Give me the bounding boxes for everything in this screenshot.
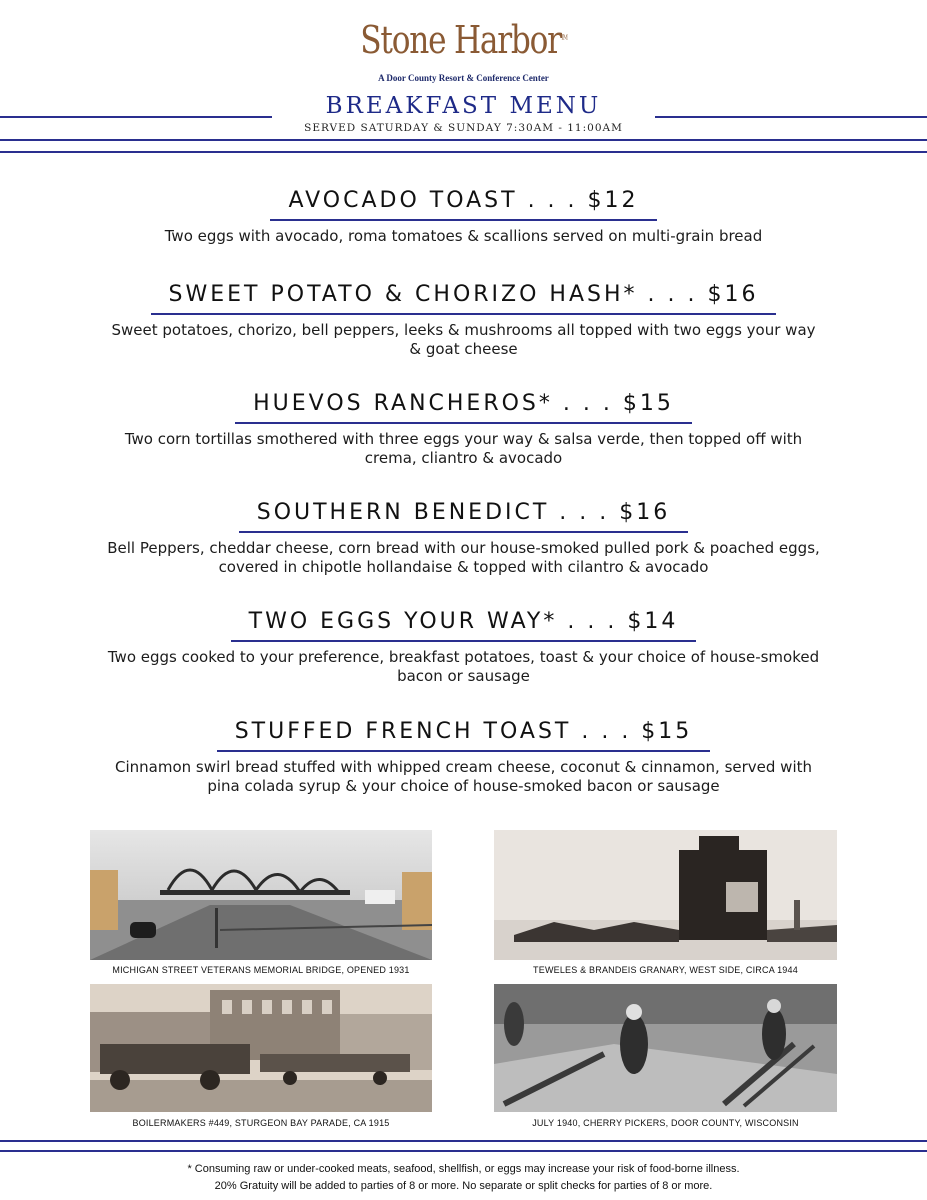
header-rule-full-2 [0,151,927,153]
menu-item-description: Sweet potatoes, chorizo, bell peppers, leeks & mushrooms all topped with two eggs your way & goat cheese [111,321,816,358]
photo-cherry-pickers [494,984,837,1112]
menu-item-two-eggs [0,607,927,686]
photo-caption: JULY 1940, CHERRY PICKERS, DOOR COUNTY, WISCONSIN [532,1118,799,1128]
menu-title: BREAKFAST MENU [325,93,602,119]
bridge-image [90,830,432,960]
menu-item-title: STUFFED FRENCH TOAST . . . $15 [217,717,711,752]
footnote-gratuity: 20% Gratuity will be added to parties of 8 or more. No separate or split checks for parties of 8 or more. [214,1180,713,1192]
menu-item-description: Cinnamon swirl bread stuffed with whipped cream cheese, coconut & cinnamon, served with pina colada syrup & your choice of house-smoked bacon or sausage [114,758,813,795]
photo-caption: MICHIGAN STREET VETERANS MEMORIAL BRIDGE, OPENED 1931 [112,965,410,975]
brand-logo [83,18,843,62]
menu-item-huevos-rancheros [0,389,927,468]
photo-parade [90,984,432,1112]
menu-item-avocado-toast [0,186,927,246]
menu-item-title: AVOCADO TOAST . . . $12 [270,186,656,221]
menu-item-title: SWEET POTATO & CHORIZO HASH* . . . $16 [151,280,777,315]
menu-item-description: Two corn tortillas smothered with three eggs your way & salsa verde, then topped off with crema, cliantro & avocado [124,430,803,467]
menu-item-description: Bell Peppers, cheddar cheese, corn bread with our house-smoked pulled pork & poached eggs, covered in chipotle hollandaise & topped with cilantro & avocado [107,539,820,576]
parade-image [90,984,432,1112]
photo-granary [494,830,837,960]
footnote-food-safety: * Consuming raw or under-cooked meats, seafood, shellfish, or eggs may increase your risk of food-borne illness. [187,1163,740,1175]
menu-item-description: Two eggs with avocado, roma tomatoes & scallions served on multi-grain bread [164,227,763,245]
granary-image [494,830,837,960]
photo-caption: BOILERMAKERS #449, STURGEON BAY PARADE, CA 1915 [132,1118,390,1128]
menu-item-stuffed-french-toast [0,717,927,796]
menu-item-title: SOUTHERN BENEDICT . . . $16 [239,498,689,533]
footer-rule-2 [0,1150,927,1152]
photo-caption: TEWELES & BRANDEIS GRANARY, WEST SIDE, CIRCA 1944 [533,965,798,975]
header-rule-full-1 [0,139,927,141]
cherry-pickers-image [494,984,837,1112]
menu-item-southern-benedict [0,498,927,577]
photo-bridge [90,830,432,960]
menu-item-title: HUEVOS RANCHEROS* . . . $15 [235,389,692,424]
brand-tagline: A Door County Resort & Conference Center [378,73,549,83]
menu-item-title: TWO EGGS YOUR WAY* . . . $14 [231,607,697,642]
menu-item-description: Two eggs cooked to your preference, breakfast potatoes, toast & your choice of house-smoked bacon or sausage [107,648,820,685]
footer-rule-1 [0,1140,927,1142]
trademark: TM [560,34,567,42]
menu-item-sweet-potato-hash [0,280,927,359]
brand-name: Stone Harbor [360,18,561,62]
menu-hours: SERVED SATURDAY & SUNDAY 7:30AM - 11:00AM [304,122,623,134]
